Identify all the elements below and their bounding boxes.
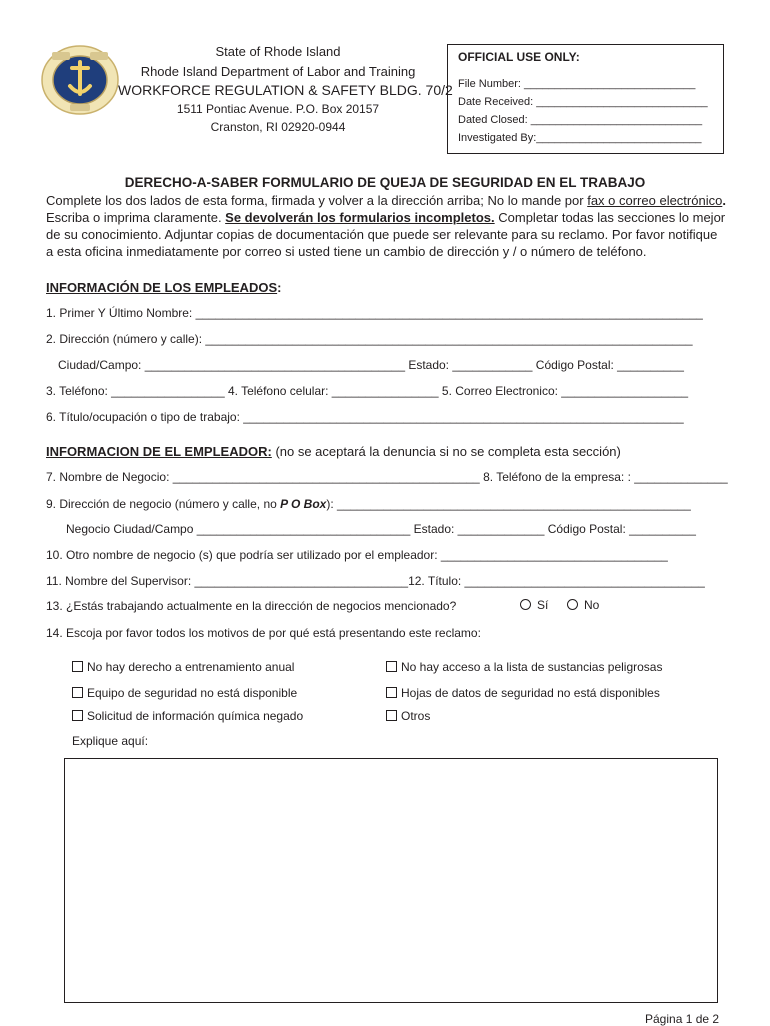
employer-heading-note: (no se aceptará la denuncia si no se completa esta sección)	[271, 444, 621, 459]
intro-incomplete-warning: Se devolverán los formularios incompletos.	[225, 210, 495, 225]
official-use-title: OFFICIAL USE ONLY:	[458, 50, 580, 64]
checkbox-label: Otros	[401, 709, 431, 723]
field-city-state-zip[interactable]: Ciudad/Campo: _______________________________________ Estado: ____________ Código Postal: __________	[58, 358, 684, 372]
checkbox-icon[interactable]	[386, 687, 397, 698]
state-seal-logo	[40, 44, 120, 116]
intro-text: Escriba o imprima claramente.	[46, 210, 226, 225]
po-box-label: P O Box	[280, 497, 327, 511]
field-business-name-phone[interactable]: 7. Nombre de Negocio: ______________________________________________ 8. Teléfono de la empresa: : ______________	[46, 470, 728, 484]
state-name: State of Rhode Island	[215, 44, 341, 59]
checkbox-icon[interactable]	[72, 710, 83, 721]
field-business-city-state-zip[interactable]: Negocio Ciudad/Campo ________________________________ Estado: _____________ Código Postal: __________	[66, 522, 696, 536]
employer-section-heading	[46, 444, 621, 459]
intro-text: Complete los dos lados de esta forma, firmada y volver a la dirección arriba; No lo mande por	[46, 193, 588, 208]
checkbox-label: Solicitud de información química negado	[87, 709, 304, 723]
employee-heading-text: INFORMACIÓN DE LOS EMPLEADOS	[46, 280, 278, 295]
checkbox-icon[interactable]	[386, 710, 397, 721]
street-address: 1511 Pontiac Avenue. P.O. Box 20157	[176, 102, 380, 116]
date-closed-field[interactable]: Dated Closed: ____________________________	[458, 114, 703, 126]
form-title: DERECHO-A-SABER FORMULARIO DE QUEJA DE SEGURIDAD EN EL TRABAJO	[124, 175, 646, 190]
intro-line-1	[46, 193, 726, 208]
header-block	[118, 44, 453, 144]
intro-line-3: de su conocimiento. Adjuntar copias de documentación que puede ser relevante para su reclamo. Por favor notifique	[46, 227, 718, 242]
radio-circle-icon[interactable]	[567, 599, 578, 610]
employee-section-heading	[46, 280, 281, 295]
radio-no[interactable]	[567, 598, 599, 612]
checkbox-icon[interactable]	[72, 661, 83, 672]
checkbox-label: Hojas de datos de seguridad no está disponibles	[401, 686, 660, 700]
page-number: Página 1 de 2	[645, 1012, 720, 1026]
checkbox-label: No hay acceso a la lista de sustancias peligrosas	[401, 660, 663, 674]
checkbox-no-training[interactable]	[72, 660, 294, 674]
field-address[interactable]: 2. Dirección (número y calle): _________________________________________________________________________	[46, 332, 693, 346]
checkbox-icon[interactable]	[386, 661, 397, 672]
intro-period: .	[722, 193, 726, 208]
checkbox-no-safety-data-sheets[interactable]	[386, 686, 660, 700]
heading-colon: :	[277, 280, 282, 295]
intro-no-fax: fax o correo electrónico	[587, 193, 723, 208]
explain-textarea[interactable]	[64, 758, 718, 1003]
field-job-title[interactable]: 6. Título/ocupación o tipo de trabajo: __________________________________________________________________	[46, 410, 684, 424]
radio-yes[interactable]	[520, 598, 548, 612]
file-number-field[interactable]: File Number: ____________________________	[458, 78, 696, 90]
field-phones-email[interactable]: 3. Teléfono: _________________ 4. Teléfono celular: ________________ 5. Correo Electronico: ___________________	[46, 384, 689, 398]
checkbox-label: Equipo de seguridad no está disponible	[87, 686, 298, 700]
business-address-line: ): _____________________________________________________	[326, 497, 691, 511]
checkbox-no-safety-equipment[interactable]	[72, 686, 297, 700]
checkbox-no-hazard-list[interactable]	[386, 660, 662, 674]
field-other-business-name[interactable]: 10. Otro nombre de negocio (s) que podría ser utilizado por el empleador: __________________________________	[46, 548, 668, 562]
explain-label: Explique aquí:	[72, 734, 149, 748]
checkbox-icon[interactable]	[72, 687, 83, 698]
checkbox-label: No hay derecho a entrenamiento anual	[87, 660, 295, 674]
checkbox-chemical-info-denied[interactable]	[72, 709, 303, 723]
question-working-at-address: 13. ¿Estás trabajando actualmente en la dirección de negocios mencionado?	[46, 599, 457, 613]
field-business-address[interactable]	[46, 497, 691, 511]
official-use-box	[447, 44, 724, 154]
city-address: Cranston, RI 02920-0944	[210, 120, 346, 134]
department-name: Rhode Island Department of Labor and Training	[140, 64, 416, 79]
radio-circle-icon[interactable]	[520, 599, 531, 610]
question-reasons: 14. Escoja por favor todos los motivos de por qué está presentando este reclamo:	[46, 626, 481, 640]
radio-no-label: No	[584, 598, 600, 612]
field-first-last-name[interactable]: 1. Primer Y Último Nombre: ____________________________________________________________________________	[46, 306, 703, 320]
unit-name: WORKFORCE REGULATION & SAFETY BLDG. 70/2	[118, 82, 453, 98]
checkbox-other[interactable]	[386, 709, 430, 723]
field-supervisor-title[interactable]: 11. Nombre del Supervisor: ________________________________12. Título: ____________________________________	[46, 574, 705, 588]
investigated-by-field[interactable]: Investigated By:___________________________	[458, 132, 702, 144]
business-address-label: 9. Dirección de negocio (número y calle, no	[46, 497, 281, 511]
intro-line-4: a esta oficina inmediatamente por correo si usted tiene un cambio de dirección y / o número de teléfono.	[46, 244, 647, 259]
intro-line-2	[46, 210, 725, 225]
date-received-field[interactable]: Date Received: ____________________________	[458, 96, 708, 108]
intro-text: Completar todas las secciones lo mejor	[494, 210, 726, 225]
radio-yes-label: Sí	[537, 598, 549, 612]
employer-heading-text: INFORMACION DE EL EMPLEADOR:	[46, 444, 272, 459]
